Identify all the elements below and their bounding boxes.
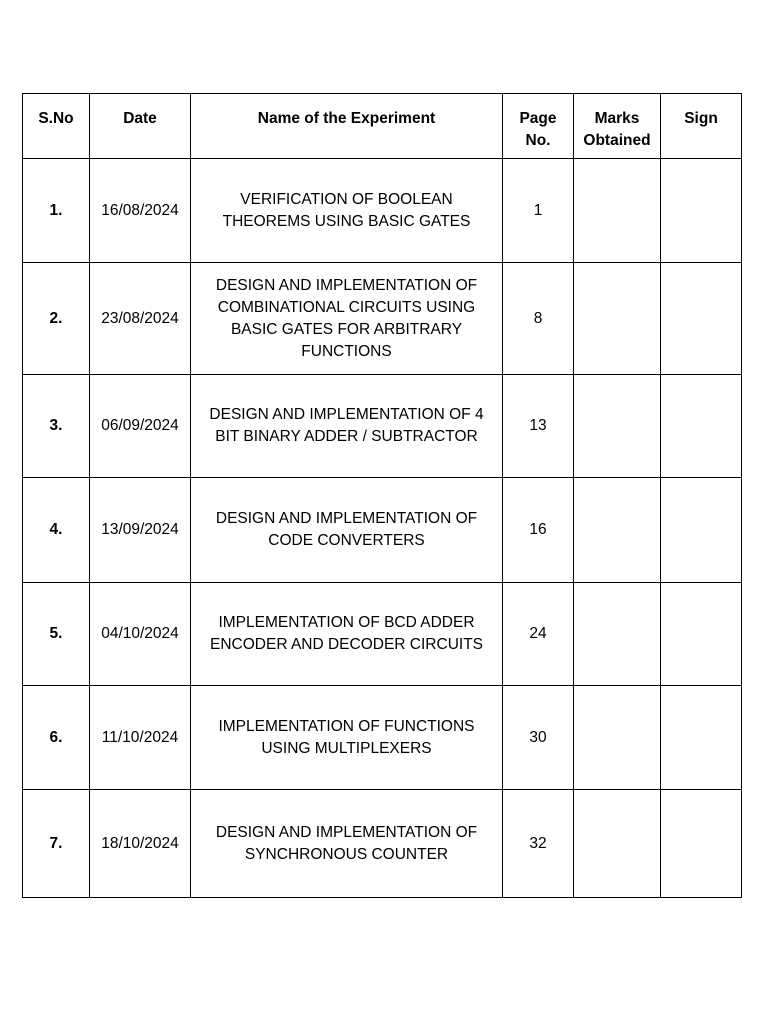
cell-sno: 1. [23,159,90,263]
cell-marks [574,583,661,686]
cell-sno: 5. [23,583,90,686]
cell-page-no: 24 [503,583,574,686]
cell-page-no: 30 [503,686,574,790]
cell-page-no: 1 [503,159,574,263]
header-date: Date [90,94,191,159]
cell-sign [661,686,742,790]
cell-page-no: 8 [503,263,574,375]
cell-date: 18/10/2024 [90,790,191,898]
header-marks-line1: Marks [594,110,640,127]
cell-experiment-name: IMPLEMENTATION OF BCD ADDER ENCODER AND DECODER CIRCUITS [191,583,503,686]
cell-sign [661,375,742,478]
table-row [23,263,742,375]
cell-sno: 3. [23,375,90,478]
header-row [23,94,742,159]
header-experiment-name: Name of the Experiment [191,94,503,159]
header-marks-line2: Obtained [583,132,651,149]
cell-experiment-name: IMPLEMENTATION OF FUNCTIONS USING MULTIPLEXERS [191,686,503,790]
cell-sign [661,478,742,583]
cell-experiment-name: DESIGN AND IMPLEMENTATION OF CODE CONVERTERS [191,478,503,583]
cell-date: 04/10/2024 [90,583,191,686]
table-header [23,94,742,159]
cell-marks [574,686,661,790]
cell-experiment-name: VERIFICATION OF BOOLEAN THEOREMS USING BASIC GATES [191,159,503,263]
cell-page-no: 16 [503,478,574,583]
cell-date: 23/08/2024 [90,263,191,375]
header-marks-obtained [574,94,661,159]
cell-sign [661,583,742,686]
cell-experiment-name: DESIGN AND IMPLEMENTATION OF 4 BIT BINARY ADDER / SUBTRACTOR [191,375,503,478]
cell-date: 11/10/2024 [90,686,191,790]
table-body [23,159,742,898]
cell-date: 13/09/2024 [90,478,191,583]
cell-sno: 7. [23,790,90,898]
cell-sign [661,263,742,375]
header-page-no-line1: Page [519,110,557,127]
header-sign: Sign [661,94,742,159]
table-row [23,159,742,263]
cell-sno: 6. [23,686,90,790]
cell-marks [574,159,661,263]
table-row [23,478,742,583]
index-page [22,93,742,898]
cell-marks [574,375,661,478]
cell-marks [574,790,661,898]
header-sno: S.No [23,94,90,159]
header-page-no-line2: No. [525,132,551,149]
cell-date: 06/09/2024 [90,375,191,478]
cell-sno: 2. [23,263,90,375]
cell-date: 16/08/2024 [90,159,191,263]
cell-marks [574,263,661,375]
cell-marks [574,478,661,583]
cell-sign [661,159,742,263]
table-row [23,375,742,478]
table-row [23,790,742,898]
experiment-index-table [22,93,742,898]
cell-sno: 4. [23,478,90,583]
cell-sign [661,790,742,898]
cell-experiment-name: DESIGN AND IMPLEMENTATION OF SYNCHRONOUS COUNTER [191,790,503,898]
cell-page-no: 13 [503,375,574,478]
cell-page-no: 32 [503,790,574,898]
table-row [23,583,742,686]
header-page-no [503,94,574,159]
table-row [23,686,742,790]
cell-experiment-name: DESIGN AND IMPLEMENTATION OF COMBINATIONAL CIRCUITS USING BASIC GATES FOR ARBITRARY FUNCTIONS [191,263,503,375]
